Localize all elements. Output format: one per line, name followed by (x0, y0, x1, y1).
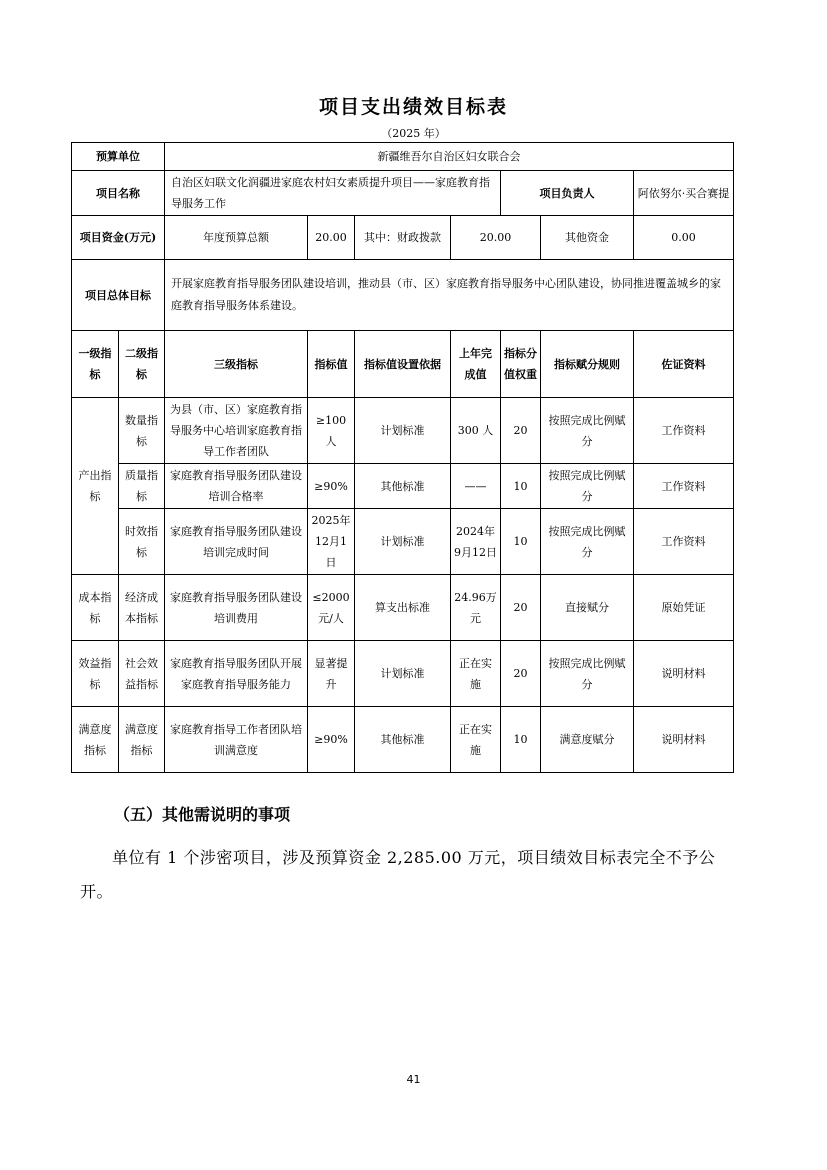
row-weight: 20 (501, 575, 541, 641)
row-level3: 家庭教育指导服务团队建设培训费用 (165, 575, 308, 641)
col-evidence: 佐证资料 (634, 331, 734, 398)
col-last-year: 上年完成值 (451, 331, 501, 398)
table-row (72, 641, 734, 707)
col-basis: 指标值设置依据 (355, 331, 451, 398)
project-name-value: 自治区妇联文化润疆进家庭农村妇女素质提升项目——家庭教育指导服务工作 (165, 171, 501, 216)
budget-unit-label: 预算单位 (72, 143, 165, 171)
row-level2: 社会效益指标 (119, 641, 165, 707)
group-satisfaction: 满意度指标 (72, 707, 119, 773)
col-value: 指标值 (308, 331, 355, 398)
row-value: ≤2000元/人 (308, 575, 355, 641)
goal-label: 项目总体目标 (72, 260, 165, 331)
row-level2: 经济成本指标 (119, 575, 165, 641)
row-evidence: 说明材料 (634, 641, 734, 707)
row-weight: 20 (501, 641, 541, 707)
page-number: 41 (406, 1073, 421, 1086)
fiscal-label: 其中：财政拨款 (355, 216, 451, 260)
row-rule: 按照完成比例赋分 (541, 509, 634, 575)
budget-unit-value: 新疆维吾尔自治区妇女联合会 (165, 143, 734, 171)
other-funds-label: 其他资金 (541, 216, 634, 260)
row-value: ≥90% (308, 464, 355, 509)
row-last-year: 正在实施 (451, 707, 501, 773)
col-level1: 一级指标 (72, 331, 119, 398)
row-level3: 家庭教育指导服务团队开展家庭教育指导服务能力 (165, 641, 308, 707)
row-basis: 其他标准 (355, 464, 451, 509)
table-row (72, 464, 734, 509)
row-value: ≥100人 (308, 398, 355, 464)
row-last-year: 正在实施 (451, 641, 501, 707)
annual-budget-label: 年度预算总额 (165, 216, 308, 260)
row-evidence: 原始凭证 (634, 575, 734, 641)
table-row (72, 707, 734, 773)
col-weight: 指标分值权重 (501, 331, 541, 398)
funds-label: 项目资金(万元) (72, 216, 165, 260)
row-level2: 时效指标 (119, 509, 165, 575)
row-evidence: 工作资料 (634, 464, 734, 509)
row-value: 2025年12月1日 (308, 509, 355, 575)
section-paragraph: 单位有 1 个涉密项目，涉及预算资金 2,285.00 万元，项目绩效目标表完全不予公开。 (80, 848, 716, 901)
annual-budget-value: 20.00 (308, 216, 355, 260)
row-last-year: 300 人 (451, 398, 501, 464)
group-output: 产出指标 (72, 398, 119, 575)
table-row (72, 575, 734, 641)
row-level2: 数量指标 (119, 398, 165, 464)
row-basis: 算支出标准 (355, 575, 451, 641)
row-level3: 为县（市、区）家庭教育指导服务中心培训家庭教育指导工作者团队 (165, 398, 308, 464)
row-last-year: 24.96万元 (451, 575, 501, 641)
project-lead-label: 项目负责人 (501, 171, 634, 216)
row-rule: 按照完成比例赋分 (541, 641, 634, 707)
col-level3: 三级指标 (165, 331, 308, 398)
col-rule: 指标赋分规则 (541, 331, 634, 398)
row-basis: 计划标准 (355, 398, 451, 464)
group-benefit: 效益指标 (72, 641, 119, 707)
row-last-year: 2024年9月12日 (451, 509, 501, 575)
row-value: 显著提升 (308, 641, 355, 707)
goal-value: 开展家庭教育指导服务团队建设培训，推动县（市、区）家庭教育指导服务中心团队建设，协同推进覆盖城乡的家庭教育指导服务体系建设。 (165, 260, 734, 331)
row-evidence: 说明材料 (634, 707, 734, 773)
row-level3: 家庭教育指导服务团队建设培训合格率 (165, 464, 308, 509)
row-level3: 家庭教育指导工作者团队培训满意度 (165, 707, 308, 773)
row-evidence: 工作资料 (634, 509, 734, 575)
row-rule: 按照完成比例赋分 (541, 398, 634, 464)
performance-target-table (71, 142, 734, 773)
row-weight: 10 (501, 707, 541, 773)
section-heading: （五）其他需说明的事项 (114, 805, 291, 824)
row-rule: 满意度赋分 (541, 707, 634, 773)
fiscal-value: 20.00 (451, 216, 541, 260)
row-last-year: —— (451, 464, 501, 509)
row-rule: 直接赋分 (541, 575, 634, 641)
row-evidence: 工作资料 (634, 398, 734, 464)
group-cost: 成本指标 (72, 575, 119, 641)
row-weight: 10 (501, 509, 541, 575)
col-level2: 二级指标 (119, 331, 165, 398)
table-row (72, 398, 734, 464)
row-level3: 家庭教育指导服务团队建设培训完成时间 (165, 509, 308, 575)
row-value: ≥90% (308, 707, 355, 773)
project-name-label: 项目名称 (72, 171, 165, 216)
row-level2: 质量指标 (119, 464, 165, 509)
row-weight: 10 (501, 464, 541, 509)
page-title: 项目支出绩效目标表 (318, 96, 508, 118)
row-weight: 20 (501, 398, 541, 464)
year-label: （2025 年） (381, 127, 446, 140)
row-basis: 计划标准 (355, 509, 451, 575)
row-basis: 计划标准 (355, 641, 451, 707)
row-basis: 其他标准 (355, 707, 451, 773)
table-row (72, 509, 734, 575)
row-rule: 按照完成比例赋分 (541, 464, 634, 509)
row-level2: 满意度指标 (119, 707, 165, 773)
other-funds-value: 0.00 (634, 216, 734, 260)
project-lead-value: 阿依努尔·买合赛提 (634, 171, 734, 216)
